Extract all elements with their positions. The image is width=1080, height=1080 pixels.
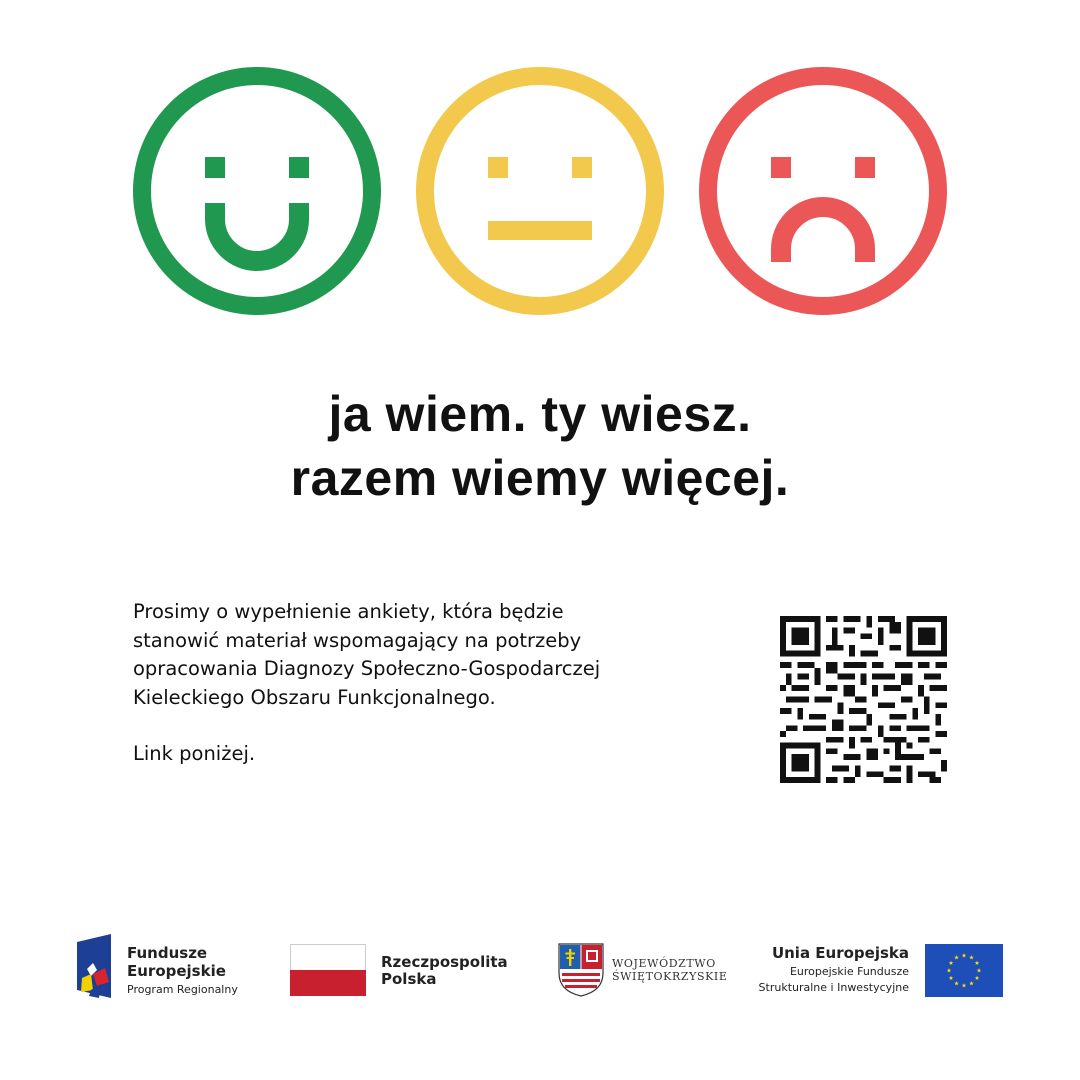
body-line: opracowania Diagnozy Społeczno-Gospodarczej — [133, 657, 601, 680]
headline — [0, 382, 1080, 510]
rzeczpospolita-polska-text — [381, 954, 508, 988]
happy-face-icon[interactable] — [132, 66, 382, 316]
fundusze-europejskie-logo-icon — [77, 934, 113, 1004]
link-below-text: Link poniżej. — [133, 742, 256, 765]
fe-title-line-2: Europejskie — [127, 962, 226, 980]
ue-title: Unia Europejska — [771, 944, 909, 962]
fe-title-line-1: Fundusze — [127, 944, 208, 962]
polish-flag-icon — [290, 944, 366, 996]
ws-line-2: ŚWIĘTOKRZYSKIE — [612, 970, 728, 983]
body-line: Prosimy o wypełnienie ankiety, która będzie — [133, 600, 564, 623]
survey-paragraph — [133, 598, 693, 712]
neutral-face-icon[interactable] — [415, 66, 665, 316]
survey-request-text — [133, 598, 693, 769]
ue-sub-line-1: Europejskie Fundusze — [789, 965, 909, 978]
body-line: Kieleckiego Obszaru Funkcjonalnego. — [133, 685, 496, 709]
ue-sub-line-2: Strukturalne i Inwestycyjne — [758, 981, 909, 994]
qr-code-icon[interactable] — [780, 616, 947, 783]
eu-flag-icon — [925, 944, 1003, 997]
ws-line-1: WOJEWÓDZTWO — [612, 957, 716, 970]
body-line: stanowić materiał wspomagający na potrzeby — [133, 628, 582, 652]
unia-europejska-text — [759, 944, 909, 995]
headline-line-2: razem wiemy więcej. — [290, 450, 790, 506]
sad-face-icon[interactable] — [698, 66, 948, 316]
fe-subtitle: Program Regionalny — [127, 983, 238, 996]
fundusze-europejskie-text — [127, 944, 238, 998]
swietokrzyskie-crest-icon — [558, 943, 604, 997]
feedback-faces — [0, 0, 1080, 330]
headline-line-1: ja wiem. ty wiesz. — [328, 386, 752, 442]
wojewodztwo-swietokrzyskie-text — [612, 957, 728, 983]
rp-line-1: Rzeczpospolita — [381, 953, 508, 971]
rp-line-2: Polska — [381, 970, 437, 988]
